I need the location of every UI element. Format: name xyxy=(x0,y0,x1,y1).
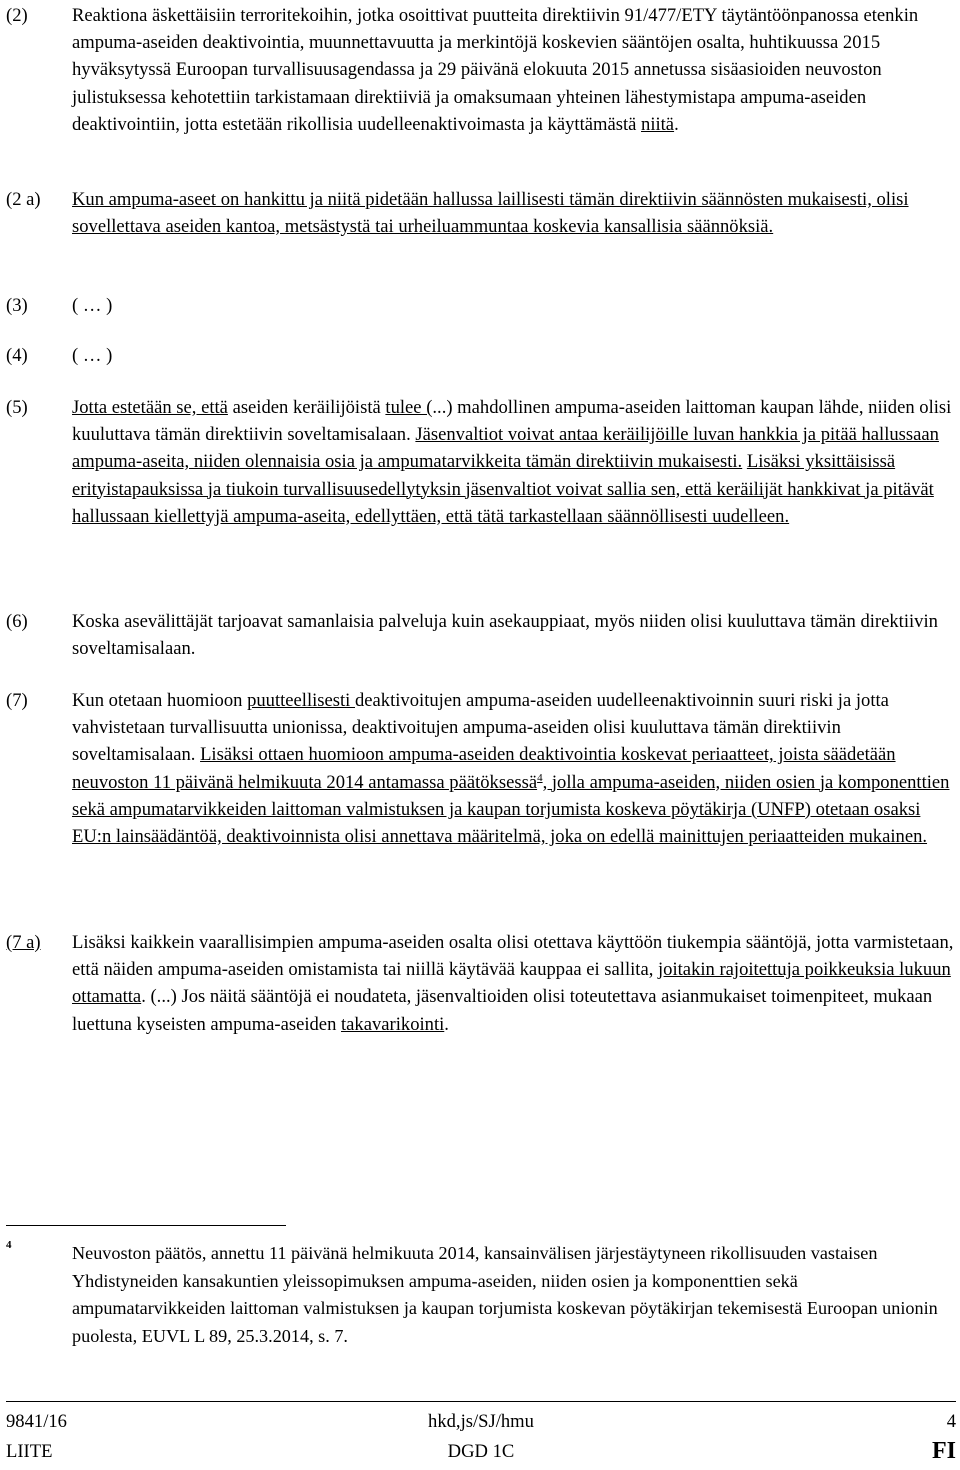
recital-4 xyxy=(6,342,954,369)
footnote-separator xyxy=(6,1225,286,1226)
recital-6 xyxy=(6,608,954,662)
footer-initials: hkd,js/SJ/hmu xyxy=(428,1411,534,1432)
recital-text: aseiden keräilijöistä xyxy=(227,397,386,418)
recital-text: ( … ) xyxy=(72,295,113,316)
recital-text-underlined: puutteellisesti xyxy=(247,690,355,711)
recital-text: deaktivoitujen ampuma-aseiden uudelleenaktivoinnin suuri riski ja jotta vahvistetaan turvallisuutta unionissa, deaktivoitujen ampuma-aseiden olisi kuuluttava tämän direktiivin soveltamisalaan. xyxy=(72,690,889,766)
annex-label: LIITE xyxy=(6,1441,53,1462)
footer-row-2 xyxy=(6,1438,956,1464)
footer-row-1 xyxy=(6,1408,956,1434)
recital-7a xyxy=(6,929,954,1038)
recital-number: (2 a) xyxy=(6,189,41,210)
recital-text-underlined: Kun ampuma-aseet on hankittu ja niitä pidetään hallussa laillisesti tämän direktiivin säännösten mukaisesti, olisi sovellettava aseiden kantoa, metsästystä tai urheiluammuntaa koskevia kansallisia säännöksiä. xyxy=(72,189,909,238)
recital-3 xyxy=(6,292,954,319)
footnote xyxy=(6,1240,954,1350)
recital-text-underlined: takavarikointi xyxy=(341,1013,445,1035)
recital-text-underlined: joitakin rajoitettuja poikkeuksia lukuun ottamatta xyxy=(72,959,951,1008)
recital-text: . xyxy=(444,1013,449,1035)
recital-text-underlined: Jäsenvaltiot voivat antaa keräilijöille luvan hankkia ja pitää hallussaan ampuma-aseita, niiden olennaisia osia ja ampumatarvikkeita tämän direktiivin mukaisesti. xyxy=(72,424,939,473)
recital-number: (6) xyxy=(6,611,28,632)
language-code: FI xyxy=(932,1438,956,1464)
recital-text-underlined: Lisäksi ottaen huomioon ampuma-aseiden deaktivointia koskevat periaatteet, joista säädetään neuvoston 11 päivänä helmikuuta 2014 antamassa päätöksessä xyxy=(72,744,896,793)
recital-text: ...) mahdollinen ampuma-aseiden laittoman kaupan lähde, niiden olisi kuuluttava tämän direktiivin soveltamisalaan. xyxy=(72,397,952,446)
recital-text: ( … ) xyxy=(72,345,113,366)
recital-7 xyxy=(6,687,954,850)
recital-number: (7) xyxy=(6,690,28,711)
document-number: 9841/16 xyxy=(6,1411,67,1432)
footnote-reference[interactable]: 4 xyxy=(537,771,543,784)
recital-number: (7 a) xyxy=(6,932,41,953)
recital-text: Reaktiona äskettäisiin terroritekoihin, jotka osoittivat puutteita direktiivin 91/477/ETY täytäntöönpanossa etenkin ampuma-aseiden deaktivointia, muunnettavuutta ja merkintöjä koskevien sääntöjen osalta, huhtikuussa 2015 hyväksytyssä Euroopan turvallisuusagendassa ja 29 päivänä elokuuta 2015 annetussa sisäasioiden neuvoston julistuksessa kehotettiin tarkistamaan direktiiviä ja omaksumaan yhteinen lähestymistapa ampuma-aseiden deaktivointiin, jotta estetään rikollisia uudelleenaktivoimasta ja käyttämästä xyxy=(72,5,919,135)
recital-2 xyxy=(6,2,954,138)
recital-text-underlined: , jolla ampuma-aseiden, niiden osien ja komponenttien sekä ampumatarvikkeiden laittoman valmistuksen ja kaupan torjumista koskeva pöytäkirja (UNFP) otetaan osaksi EU:n lainsäädäntöä, deaktivoinnista olisi annettava määritelmä, joka on edellä mainittujen periaatteiden mukainen. xyxy=(72,771,950,848)
recital-text-end: . xyxy=(674,113,679,135)
footnote-number: 4 xyxy=(6,1239,12,1251)
recital-2a xyxy=(6,186,954,240)
recital-text: Koska asevälittäjät tarjoavat samanlaisia palveluja kuin asekauppiaat, myös niiden olisi kuuluttava tämän direktiivin soveltamisalaan. xyxy=(72,611,938,660)
recital-text: . (...) Jos näitä sääntöjä ei noudateta, jäsenvaltioiden olisi toteutettava asianmukaiset toimenpiteet, mukaan luettuna kyseisten ampuma-aseiden xyxy=(72,986,933,1035)
directorate-label: DGD 1C xyxy=(447,1441,515,1462)
recital-text: Kun otetaan huomioon xyxy=(72,690,248,711)
recital-number: (5) xyxy=(6,397,28,418)
recital-number: (3) xyxy=(6,295,28,316)
recital-text-underlined: tulee ( xyxy=(385,397,433,418)
recital-number: (4) xyxy=(6,345,28,366)
recital-text-underlined: Lisäksi yksittäisissä erityistapauksissa ja tiukoin turvallisuusedellytyksin jäsenvaltiot voivat sallia sen, että keräilijät hankkivat ja pitävät hallussaan kiellettyjä ampuma-aseita, edellyttäen, että tätä tarkastellaan säännöllisesti uudelleen. xyxy=(72,451,934,527)
footer-separator xyxy=(6,1401,956,1402)
footnote-text: Neuvoston päätös, annettu 11 päivänä helmikuuta 2014, kansainvälisen järjestäytyneen rikollisuuden vastaisen Yhdistyneiden kansakuntien yleissopimuksen ampuma-aseiden, niiden osien ja komponenttien sekä ampumatarvikkeiden laittoman valmistuksen ja kaupan torjumista koskevan pöytäkirjan tekemisestä Euroopan unionin puolesta, EUVL L 89, 25.3.2014, s. 7. xyxy=(72,1243,938,1346)
recital-number: (2) xyxy=(6,5,28,26)
recital-text-underlined: Jotta estetään se, että xyxy=(72,397,228,418)
recital-text: Lisäksi kaikkein vaarallisimpien ampuma-aseiden osalta olisi otettava käyttöön tiukempia sääntöjä, jotta varmistetaan, että näiden ampuma-aseiden omistamista tai niillä käytävää kauppaa ei sallita, xyxy=(72,932,954,981)
recital-text-underlined: niitä xyxy=(641,113,675,135)
recital-5 xyxy=(6,394,954,530)
page-number: 4 xyxy=(946,1411,956,1432)
